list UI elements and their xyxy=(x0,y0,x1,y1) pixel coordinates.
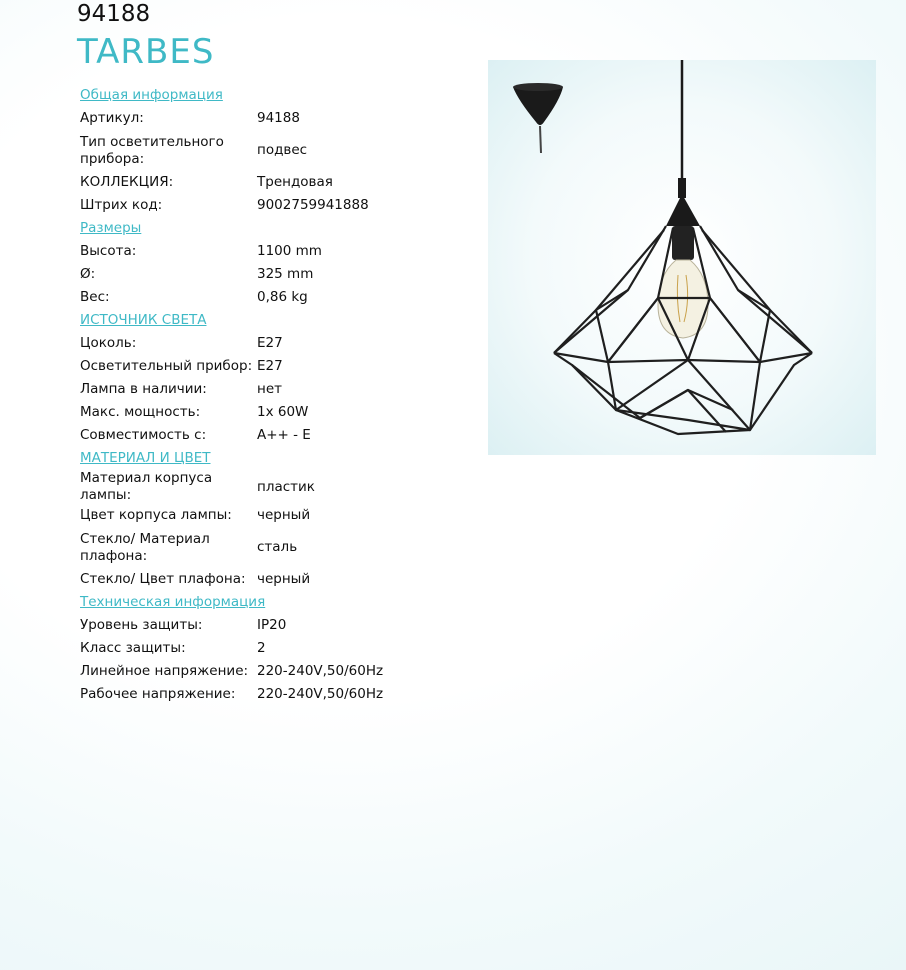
spec-value: IP20 xyxy=(257,617,287,633)
section-general-link[interactable]: Общая информация xyxy=(80,87,223,103)
spec-value: 220-240V,50/60Hz xyxy=(257,686,384,702)
spec-row-max-power xyxy=(78,401,398,424)
spec-label: Стекло/ Материал плафона: xyxy=(80,530,210,564)
spec-row-collection xyxy=(78,171,398,194)
spec-row-barcode xyxy=(78,194,398,217)
section-dimensions-link[interactable]: Размеры xyxy=(80,220,142,236)
spec-value: черный xyxy=(257,571,311,587)
ceiling-canopy xyxy=(513,83,563,153)
spec-value: нет xyxy=(257,381,282,397)
spec-label: Артикул: xyxy=(80,110,144,126)
spec-label: Тип осветительного прибора: xyxy=(80,133,224,167)
spec-label: Класс защиты: xyxy=(80,640,186,656)
pendant-lamp-illustration xyxy=(488,60,876,455)
spec-row-diameter xyxy=(78,263,398,286)
spec-table xyxy=(78,84,398,706)
spec-value: Трендовая xyxy=(257,174,333,190)
spec-label: Лампа в наличии: xyxy=(80,381,207,397)
spec-value: E27 xyxy=(257,358,283,374)
spec-value: подвес xyxy=(257,142,308,158)
spec-row-protection-class xyxy=(78,637,398,660)
spec-row-article xyxy=(78,107,398,130)
product-photo xyxy=(488,60,876,455)
spec-label: Высота: xyxy=(80,243,137,259)
spec-row-line-voltage xyxy=(78,660,398,683)
section-material-link[interactable]: МАТЕРИАЛ И ЦВЕТ xyxy=(80,450,211,466)
spec-row-weight xyxy=(78,286,398,309)
spec-value: 1x 60W xyxy=(257,404,309,420)
spec-label: Цвет корпуса лампы: xyxy=(80,507,232,523)
section-technical-link[interactable]: Техническая информация xyxy=(80,594,266,610)
spec-row-bulb-included xyxy=(78,378,398,401)
spec-value: черный xyxy=(257,507,311,523)
spec-value: 9002759941888 xyxy=(257,197,369,213)
spec-label: Материал корпуса лампы: xyxy=(80,470,213,503)
spec-value: A++ - E xyxy=(257,427,311,443)
spec-row-shade-color xyxy=(78,568,398,591)
spec-label: Совместимость с: xyxy=(80,427,207,443)
section-light-source-header[interactable] xyxy=(78,309,398,332)
product-title: TARBES xyxy=(77,32,215,72)
section-dimensions-header[interactable] xyxy=(78,217,398,240)
lamp-socket xyxy=(672,226,694,260)
spec-row-fixture-type xyxy=(78,130,398,171)
spec-row-shade-material xyxy=(78,527,398,568)
spec-row-height xyxy=(78,240,398,263)
spec-value: сталь xyxy=(257,539,298,555)
spec-row-body-color xyxy=(78,504,398,527)
spec-value: 1100 mm xyxy=(257,243,322,259)
spec-row-compatibility xyxy=(78,424,398,447)
spec-value: E27 xyxy=(257,335,283,351)
spec-value: 0,86 kg xyxy=(257,289,308,305)
spec-label: Цоколь: xyxy=(80,335,137,351)
spec-label: Ø: xyxy=(80,266,96,282)
spec-label: Стекло/ Цвет плафона: xyxy=(80,571,246,587)
spec-value: 2 xyxy=(257,640,266,656)
spec-label: Осветительный прибор: xyxy=(80,358,253,374)
spec-label: Вес: xyxy=(80,289,110,305)
section-technical-header[interactable] xyxy=(78,591,398,614)
spec-label: Линейное напряжение: xyxy=(80,663,249,679)
spec-row-socket xyxy=(78,332,398,355)
spec-label: Рабочее напряжение: xyxy=(80,686,236,702)
section-general-header[interactable] xyxy=(78,84,398,107)
spec-row-protection-level xyxy=(78,614,398,637)
section-light-source-link[interactable]: ИСТОЧНИК СВЕТА xyxy=(80,312,207,328)
spec-label: Макс. мощность: xyxy=(80,404,201,420)
spec-value: 325 mm xyxy=(257,266,314,282)
spec-row-body-material xyxy=(78,470,398,504)
spec-row-fixture xyxy=(78,355,398,378)
spec-label: Уровень защиты: xyxy=(80,617,203,633)
spec-row-operating-voltage xyxy=(78,683,398,706)
spec-label: КОЛЛЕКЦИЯ: xyxy=(80,174,174,190)
spec-label: Штрих код: xyxy=(80,197,163,213)
product-article-number: 94188 xyxy=(77,1,151,27)
section-material-header[interactable] xyxy=(78,447,398,470)
spec-value: 220-240V,50/60Hz xyxy=(257,663,384,679)
spec-value: пластик xyxy=(257,478,315,495)
spec-value: 94188 xyxy=(257,110,300,126)
